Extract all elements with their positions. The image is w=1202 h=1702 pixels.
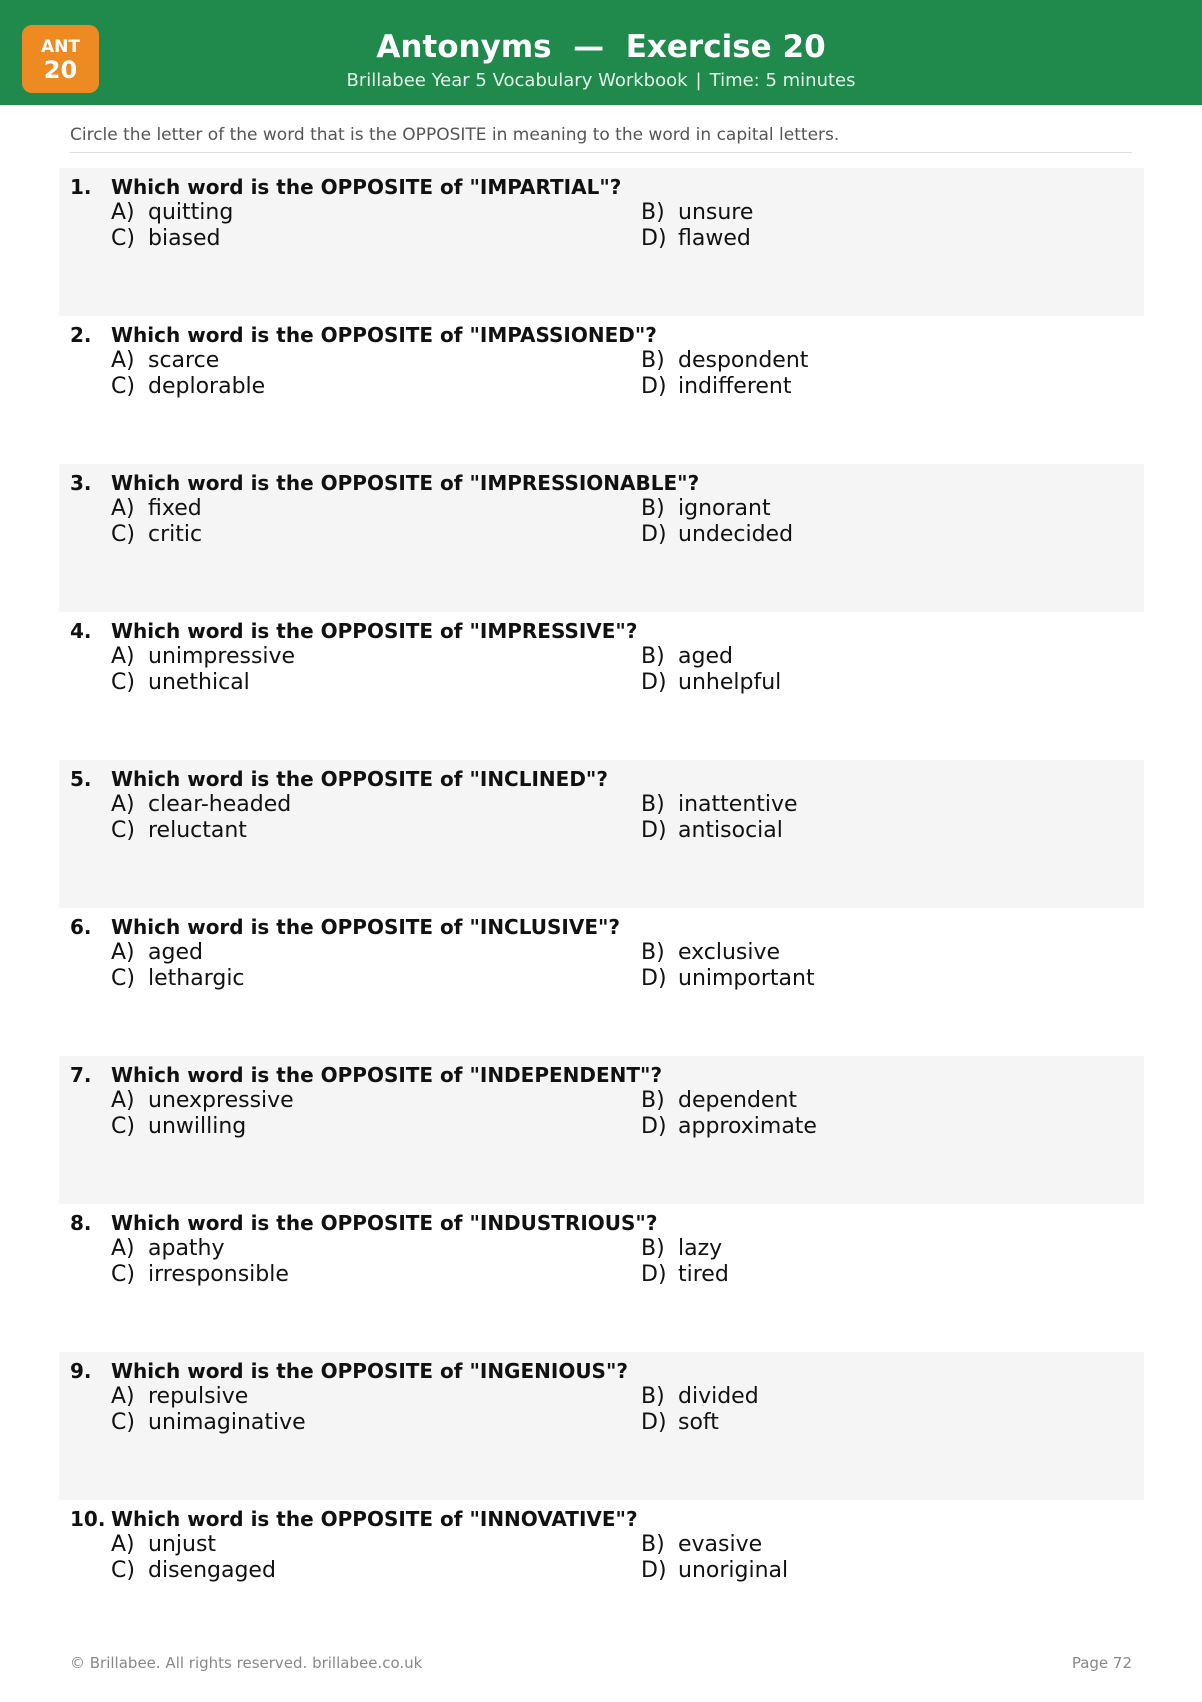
option-letter: A) — [111, 1532, 135, 1557]
footer-copyright: © Brillabee. All rights reserved. brillabee.co.uk — [70, 1654, 423, 1672]
option-text: soft — [678, 1410, 719, 1435]
question-block — [59, 1204, 1144, 1352]
question-block — [59, 1500, 1144, 1648]
option-text: lazy — [678, 1236, 723, 1261]
question-number: 4. — [70, 619, 92, 643]
option-b[interactable] — [641, 792, 798, 818]
option-letter: D) — [641, 1262, 667, 1287]
option-letter: A) — [111, 1384, 135, 1409]
option-b[interactable] — [641, 1236, 722, 1262]
option-b[interactable] — [641, 1384, 759, 1410]
option-a[interactable] — [111, 1384, 248, 1410]
option-text: flawed — [678, 226, 751, 251]
option-text: unexpressive — [148, 1088, 294, 1113]
option-text: deplorable — [148, 374, 266, 399]
page-subtitle — [0, 70, 1202, 92]
option-text: quitting — [148, 200, 234, 225]
question-number: 10. — [70, 1507, 106, 1531]
option-c[interactable] — [111, 374, 265, 400]
option-letter: A) — [111, 200, 135, 225]
option-a[interactable] — [111, 1088, 294, 1114]
question-number: 9. — [70, 1359, 92, 1383]
question-text: Which word is the OPPOSITE of "INNOVATIVE"? — [111, 1507, 638, 1531]
option-text: biased — [148, 226, 221, 251]
option-text: aged — [148, 940, 203, 965]
option-text: exclusive — [678, 940, 781, 965]
question-number: 1. — [70, 175, 92, 199]
page-title: Antonyms — Exercise 20 — [376, 29, 826, 65]
option-text: critic — [148, 522, 203, 547]
question-number: 7. — [70, 1063, 92, 1087]
option-b[interactable] — [641, 644, 733, 670]
option-d[interactable] — [641, 818, 783, 844]
option-letter: C) — [111, 226, 135, 251]
option-letter: D) — [641, 374, 667, 399]
question-text: Which word is the OPPOSITE of "INDUSTRIOUS"? — [111, 1211, 658, 1235]
option-text: apathy — [148, 1236, 225, 1261]
option-letter: D) — [641, 966, 667, 991]
option-letter: B) — [641, 348, 665, 373]
option-d[interactable] — [641, 522, 793, 548]
option-d[interactable] — [641, 1558, 788, 1584]
option-d[interactable] — [641, 670, 781, 696]
option-letter: B) — [641, 496, 665, 521]
option-text: evasive — [678, 1532, 763, 1557]
option-letter: B) — [641, 792, 665, 817]
question-block — [59, 908, 1144, 1056]
option-text: unimportant — [678, 966, 815, 991]
option-letter: C) — [111, 818, 135, 843]
option-letter: D) — [641, 226, 667, 251]
option-letter: B) — [641, 1384, 665, 1409]
option-a[interactable] — [111, 1236, 225, 1262]
option-letter: C) — [111, 966, 135, 991]
question-text: Which word is the OPPOSITE of "INCLINED"? — [111, 767, 608, 791]
question-block — [59, 1056, 1144, 1204]
question-block — [59, 1352, 1144, 1500]
option-text: irresponsible — [148, 1262, 289, 1287]
question-block — [59, 168, 1144, 316]
option-c[interactable] — [111, 1558, 276, 1584]
option-letter: C) — [111, 1410, 135, 1435]
option-letter: A) — [111, 644, 135, 669]
question-block — [59, 760, 1144, 908]
option-d[interactable] — [641, 226, 751, 252]
option-text: unhelpful — [678, 670, 782, 695]
option-text: disengaged — [148, 1558, 276, 1583]
option-text: unethical — [148, 670, 250, 695]
question-text: Which word is the OPPOSITE of "INDEPENDENT"? — [111, 1063, 663, 1087]
option-a[interactable] — [111, 940, 203, 966]
option-letter: A) — [111, 1088, 135, 1113]
option-c[interactable] — [111, 1262, 289, 1288]
option-text: despondent — [678, 348, 809, 373]
option-text: unwilling — [148, 1114, 247, 1139]
option-text: divided — [678, 1384, 759, 1409]
option-a[interactable] — [111, 1532, 216, 1558]
option-letter: C) — [111, 670, 135, 695]
option-a[interactable] — [111, 200, 233, 226]
page-number: Page 72 — [1071, 1654, 1132, 1672]
option-c[interactable] — [111, 670, 250, 696]
option-text: dependent — [678, 1088, 798, 1113]
option-letter: B) — [641, 200, 665, 225]
option-text: tired — [678, 1262, 729, 1287]
option-letter: B) — [641, 1088, 665, 1113]
question-number: 3. — [70, 471, 92, 495]
option-letter: A) — [111, 792, 135, 817]
option-text: approximate — [678, 1114, 817, 1139]
option-letter: B) — [641, 644, 665, 669]
option-c[interactable] — [111, 818, 247, 844]
question-text: Which word is the OPPOSITE of "IMPRESSIONABLE"? — [111, 471, 700, 495]
option-c[interactable] — [111, 522, 202, 548]
question-number: 5. — [70, 767, 92, 791]
option-letter: C) — [111, 374, 135, 399]
option-letter: A) — [111, 496, 135, 521]
option-text: indifferent — [678, 374, 792, 399]
option-b[interactable] — [641, 940, 780, 966]
option-text: unjust — [148, 1532, 217, 1557]
question-text: Which word is the OPPOSITE of "IMPRESSIVE"? — [111, 619, 638, 643]
question-number: 6. — [70, 915, 92, 939]
option-letter: A) — [111, 348, 135, 373]
option-a[interactable] — [111, 496, 202, 522]
option-letter: B) — [641, 940, 665, 965]
option-b[interactable] — [641, 348, 808, 374]
option-letter: C) — [111, 522, 135, 547]
question-block — [59, 464, 1144, 612]
option-text: unimaginative — [148, 1410, 306, 1435]
option-letter: B) — [641, 1236, 665, 1261]
option-text: unimpressive — [148, 644, 296, 669]
option-text: fixed — [148, 496, 202, 521]
option-text: repulsive — [148, 1384, 249, 1409]
option-letter: C) — [111, 1558, 135, 1583]
question-number: 2. — [70, 323, 92, 347]
time-limit: Time: 5 minutes — [709, 70, 856, 91]
subtitle-separator: | — [695, 70, 702, 91]
option-d[interactable] — [641, 966, 815, 992]
option-text: lethargic — [148, 966, 245, 991]
option-letter: A) — [111, 940, 135, 965]
option-letter: D) — [641, 522, 667, 547]
badge-number: 20 — [43, 56, 78, 84]
option-letter: D) — [641, 1558, 667, 1583]
option-letter: D) — [641, 670, 667, 695]
option-text: scarce — [148, 348, 220, 373]
question-text: Which word is the OPPOSITE of "INCLUSIVE"? — [111, 915, 621, 939]
option-d[interactable] — [641, 374, 792, 400]
option-c[interactable] — [111, 226, 221, 252]
option-text: unsure — [678, 200, 754, 225]
option-letter: B) — [641, 1532, 665, 1557]
option-a[interactable] — [111, 792, 291, 818]
question-block — [59, 612, 1144, 760]
option-c[interactable] — [111, 1410, 306, 1436]
option-letter: C) — [111, 1114, 135, 1139]
option-b[interactable] — [641, 200, 753, 226]
option-b[interactable] — [641, 1532, 762, 1558]
option-letter: A) — [111, 1236, 135, 1261]
question-text: Which word is the OPPOSITE of "INGENIOUS"? — [111, 1359, 628, 1383]
option-letter: D) — [641, 1410, 667, 1435]
question-text: Which word is the OPPOSITE of "IMPARTIAL"? — [111, 175, 622, 199]
option-a[interactable] — [111, 644, 295, 670]
option-c[interactable] — [111, 1114, 246, 1140]
option-letter: D) — [641, 1114, 667, 1139]
option-letter: D) — [641, 818, 667, 843]
question-list — [59, 168, 1144, 1648]
option-text: ignorant — [678, 496, 771, 521]
option-text: antisocial — [678, 818, 783, 843]
question-text: Which word is the OPPOSITE of "IMPASSIONED"? — [111, 323, 657, 347]
question-block — [59, 316, 1144, 464]
option-letter: C) — [111, 1262, 135, 1287]
option-b[interactable] — [641, 1088, 797, 1114]
header-banner — [0, 0, 1202, 105]
badge-code: ANT — [41, 37, 80, 57]
option-text: inattentive — [678, 792, 798, 817]
option-d[interactable] — [641, 1410, 719, 1436]
option-c[interactable] — [111, 966, 245, 992]
option-text: unoriginal — [678, 1558, 789, 1583]
option-text: aged — [678, 644, 733, 669]
option-d[interactable] — [641, 1114, 817, 1140]
question-number: 8. — [70, 1211, 92, 1235]
option-text: clear-headed — [148, 792, 292, 817]
option-text: reluctant — [148, 818, 247, 843]
instructions: Circle the letter of the word that is the OPPOSITE in meaning to the word in capital letters. — [70, 124, 1132, 153]
workbook-name: Brillabee Year 5 Vocabulary Workbook — [346, 70, 688, 91]
option-d[interactable] — [641, 1262, 729, 1288]
option-b[interactable] — [641, 496, 771, 522]
option-text: undecided — [678, 522, 794, 547]
option-a[interactable] — [111, 348, 219, 374]
